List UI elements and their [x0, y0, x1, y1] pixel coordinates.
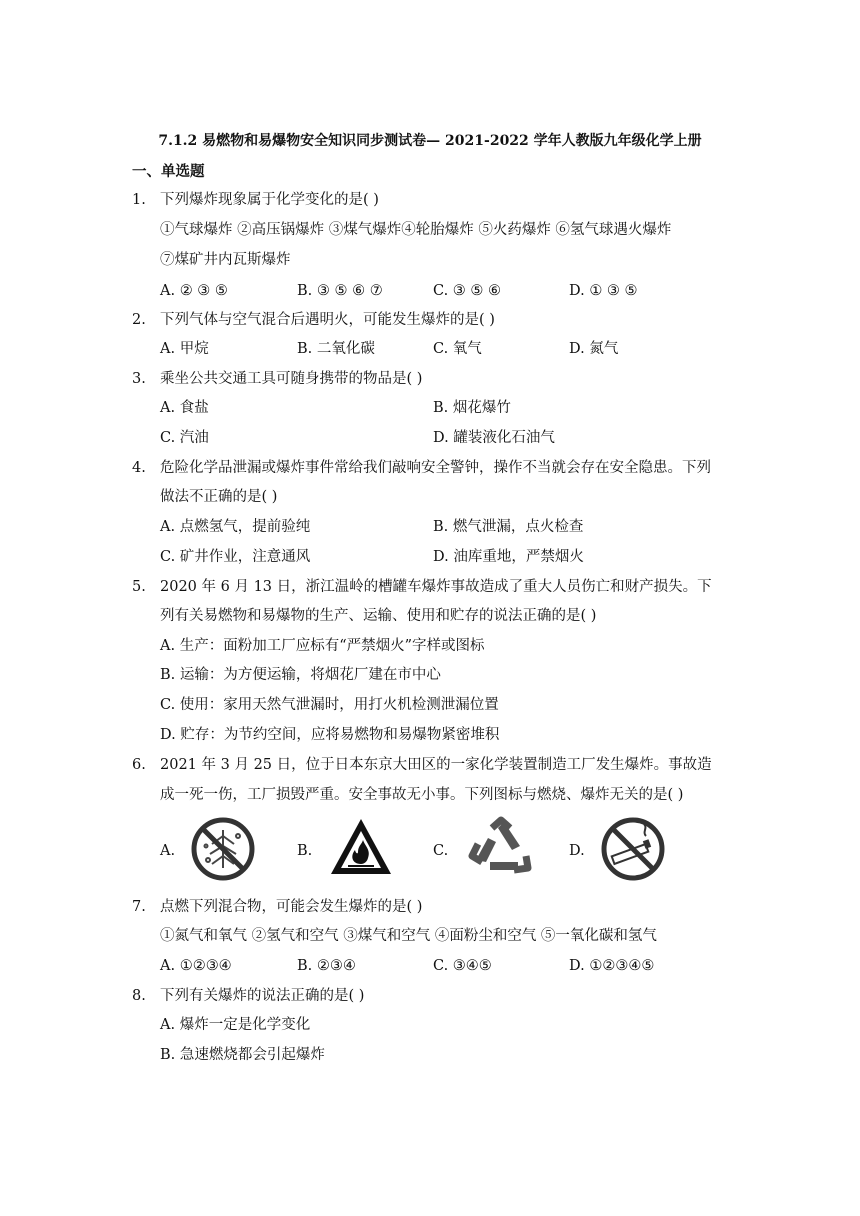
- option-a: A. 生产：面粉加工厂应标有“严禁烟火”字样或图标: [160, 638, 485, 654]
- option-d: D. 油库重地，严禁烟火: [433, 549, 584, 565]
- flammable-warning-icon: [328, 816, 394, 878]
- option-b: B. ③ ⑤ ⑥ ⑦: [297, 283, 383, 299]
- option-a: A. ② ③ ⑤: [160, 283, 228, 299]
- question-stem: 点燃下列混合物，可能会发生爆炸的是( ): [160, 899, 423, 915]
- option-c: C. 氧气: [433, 341, 482, 357]
- question-stem: 2021 年 3 月 25 日，位于日本东京大田区的一家化学装置制造工厂发生爆炸。事故造: [160, 757, 712, 773]
- option-b: B. 二氧化碳: [297, 341, 375, 357]
- option-d: D. ①②③④⑤: [569, 958, 655, 974]
- option-a: A. 食盐: [160, 400, 209, 416]
- question-stem: ①气球爆炸 ②高压锅爆炸 ③煤气爆炸④轮胎爆炸 ⑤火药爆炸 ⑥氢气球遇火爆炸: [160, 222, 672, 238]
- question-stem: 乘坐公共交通工具可随身携带的物品是( ): [160, 371, 423, 387]
- option-a: A.: [160, 843, 176, 859]
- option-c: C. 使用：家用天然气泄漏时，用打火机检测泄漏位置: [160, 697, 499, 713]
- option-b: B. 烟花爆竹: [433, 400, 511, 416]
- option-c: C.: [433, 843, 449, 859]
- question-number: 6.: [132, 757, 146, 773]
- no-fireworks-icon: [190, 816, 256, 882]
- question-number: 5.: [132, 579, 146, 595]
- option-b: B. 运输：为方便运输，将烟花厂建在市中心: [160, 667, 441, 683]
- option-c: C. ③④⑤: [433, 958, 492, 974]
- option-b: B. 燃气泄漏，点火检查: [433, 519, 584, 535]
- question-stem: ⑦煤矿井内瓦斯爆炸: [160, 252, 291, 268]
- option-a: A. ①②③④: [160, 958, 232, 974]
- option-d: D. 罐装液化石油气: [433, 430, 555, 446]
- question-stem: 成一死一伤，工厂损毁严重。安全事故无小事。下列图标与燃烧、爆炸无关的是( ): [160, 787, 684, 803]
- question-number: 8.: [132, 988, 146, 1004]
- question-number: 7.: [132, 899, 146, 915]
- option-c: C. ③ ⑤ ⑥: [433, 283, 502, 299]
- option-c: C. 汽油: [160, 430, 209, 446]
- option-a: A. 爆炸一定是化学变化: [160, 1017, 311, 1033]
- option-b: B. ②③④: [297, 958, 356, 974]
- question-stem: 列有关易燃物和易爆物的生产、运输、使用和贮存的说法正确的是( ): [160, 608, 597, 624]
- option-d: D. ① ③ ⑤: [569, 283, 638, 299]
- option-d: D. 氮气: [569, 341, 619, 357]
- question-stem: 2020 年 6 月 13 日，浙江温岭的槽罐车爆炸事故造成了重大人员伤亡和财产损失。下: [160, 579, 712, 595]
- option-c: C. 矿井作业，注意通风: [160, 549, 311, 565]
- option-a: A. 点燃氢气，提前验纯: [160, 519, 311, 535]
- question-number: 1.: [132, 192, 146, 208]
- no-smoking-icon: [600, 816, 666, 882]
- page-title: 7.1.2 易燃物和易爆物安全知识同步测试卷— 2021-2022 学年人教版九年级化学上册: [158, 133, 702, 149]
- question-number: 3.: [132, 371, 146, 387]
- question-number: 2.: [132, 312, 146, 328]
- option-d: D. 贮存：为节约空间，应将易燃物和易爆物紧密堆积: [160, 727, 500, 743]
- recycle-icon: [468, 816, 534, 880]
- option-d: D.: [569, 843, 585, 859]
- option-b: B.: [297, 843, 313, 859]
- question-stem: 危险化学品泄漏或爆炸事件常给我们敲响安全警钟，操作不当就会存在安全隐患。下列: [160, 460, 711, 476]
- section-heading: 一、单选题: [132, 163, 205, 180]
- question-stem: 下列爆炸现象属于化学变化的是( ): [160, 192, 379, 208]
- option-a: A. 甲烷: [160, 341, 209, 357]
- question-stem: 做法不正确的是( ): [160, 489, 278, 505]
- question-stem: 下列气体与空气混合后遇明火，可能发生爆炸的是( ): [160, 312, 495, 328]
- question-stem: ①氮气和氧气 ②氢气和空气 ③煤气和空气 ④面粉尘和空气 ⑤一氧化碳和氢气: [160, 928, 657, 944]
- question-number: 4.: [132, 460, 146, 476]
- question-stem: 下列有关爆炸的说法正确的是( ): [160, 988, 365, 1004]
- option-b: B. 急速燃烧都会引起爆炸: [160, 1047, 325, 1063]
